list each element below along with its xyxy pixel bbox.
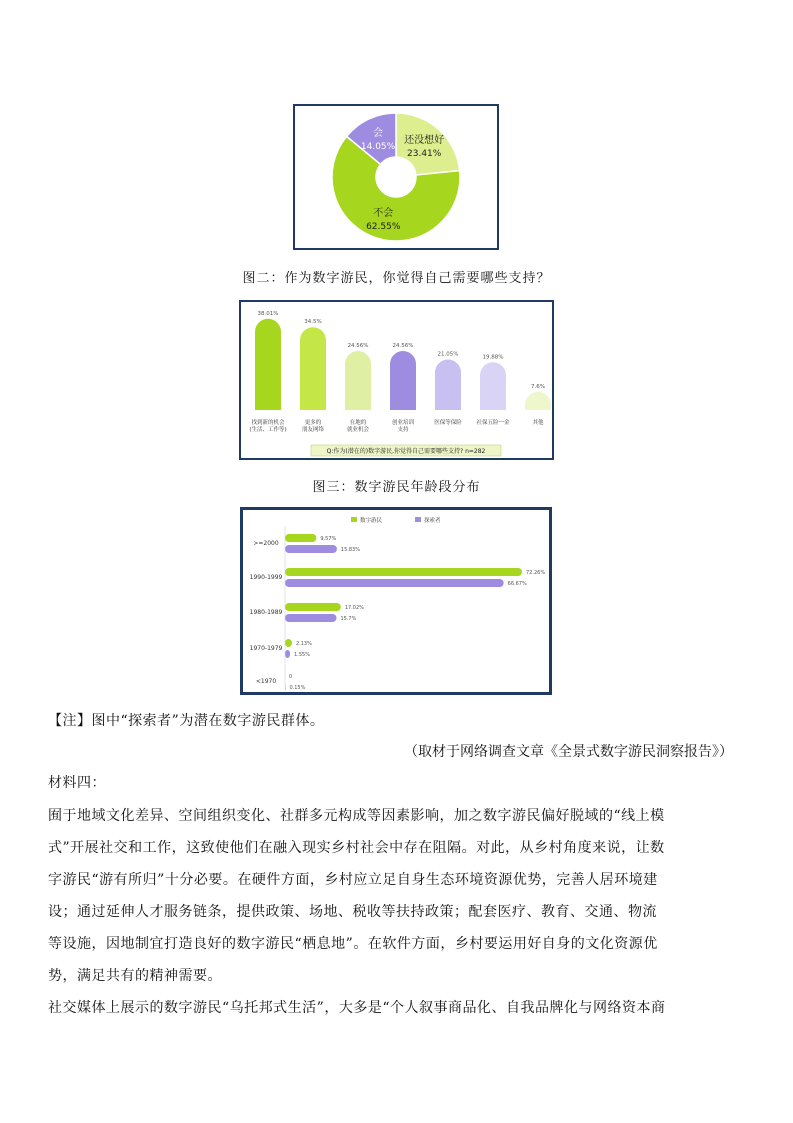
- category-label: 医保等保险: [434, 420, 462, 426]
- bar: [480, 362, 506, 410]
- pie-chart-frame: [293, 104, 499, 250]
- category-label: 其他: [532, 420, 544, 426]
- bar-value-label: 38.01%: [257, 310, 279, 317]
- age-bar-value: 17.02%: [344, 605, 364, 611]
- legend-label: 数字游民: [360, 518, 383, 524]
- age-bar-value: 15.83%: [340, 547, 361, 553]
- age-bar: [285, 650, 290, 658]
- age-bar-value: 9.57%: [320, 536, 337, 542]
- age-bar: [285, 603, 341, 611]
- bar-value-label: 7.6%: [531, 383, 545, 390]
- category-label: 创业培训: [391, 420, 415, 426]
- bar: [525, 392, 551, 410]
- slice-label: 不会: [373, 208, 394, 220]
- age-bar-value: 1.55%: [294, 652, 310, 658]
- age-bar-chart: [243, 510, 549, 692]
- age-bar-value: 0.15%: [289, 685, 306, 691]
- bar-value-label: 19.88%: [482, 354, 504, 361]
- legend-swatch: [415, 517, 421, 522]
- age-bar: [285, 534, 316, 542]
- bar: [255, 319, 281, 410]
- donut-chart: [295, 106, 497, 248]
- paragraph-line: 等设施，因地制宜打造良好的数字游民“栖息地”。在软件方面，乡村要运用好自身的文化资源优: [48, 936, 658, 952]
- category-label: 在地的: [349, 420, 367, 426]
- category-label: 就业机会: [346, 427, 370, 433]
- age-category-label: <1970: [255, 678, 277, 685]
- bar: [390, 351, 416, 410]
- age-bar: [285, 568, 522, 576]
- category-label: 找到新的机会: [251, 420, 285, 426]
- paragraph-line: 式”开展社交和工作，这致使他们在融入现实乡村社会中存在阻隔。对此，从乡村角度来说，让数: [48, 840, 665, 856]
- figure3-caption: 图三：数字游民年龄段分布: [312, 480, 481, 495]
- age-bar: [285, 579, 504, 587]
- paragraph-line: 设；通过延伸人才服务链条，提供政策、场地、税收等扶持政策；配套医疗、教育、交通、物流: [48, 904, 657, 920]
- paragraph-2: 社交媒体上展示的数字游民“乌托邦式生活”，大多是“个人叙事商品化、自我品牌化与网络资本商: [48, 1000, 666, 1016]
- age-bar-value: 0: [289, 674, 293, 680]
- bar-value-label: 24.56%: [347, 343, 369, 350]
- category-label: (生活、工作等): [249, 427, 287, 433]
- slice-label: 会: [373, 128, 384, 140]
- age-bar: [285, 545, 337, 553]
- paragraph-line: 囿于地域文化差异、空间组织变化、社群多元构成等因素影响，加之数字游民偏好脱域的“线上模: [48, 808, 665, 824]
- source-text: （取材于网络调查文章《全景式数字游民洞察报告》）: [404, 744, 733, 760]
- slice-value: 62.55%: [366, 222, 401, 233]
- category-label: 更多的: [304, 420, 322, 426]
- age-bar-value: 72.26%: [526, 570, 546, 576]
- age-category-label: 1970-1979: [249, 645, 283, 652]
- bar-value-label: 21.05%: [437, 351, 459, 358]
- age-bar-value: 15.7%: [340, 616, 357, 622]
- paragraph-line: 势，满足共有的精神需要。: [48, 968, 222, 984]
- age-category-label: 1990-1999: [249, 574, 283, 581]
- slice-label: 还没想好: [404, 134, 445, 146]
- age-bar: [285, 639, 292, 647]
- age-bar-value: 2.13%: [295, 641, 312, 647]
- bar: [300, 327, 326, 410]
- bar-chart-frame: [239, 300, 554, 460]
- age-chart-frame: [240, 507, 552, 695]
- category-label: 社保五险一金: [476, 420, 510, 426]
- bar: [345, 351, 371, 410]
- bar-value-label: 24.56%: [392, 343, 414, 350]
- legend-swatch: [351, 517, 357, 522]
- slice-value: 14.05%: [360, 142, 396, 153]
- slice-value: 23.41%: [407, 148, 442, 159]
- paragraph-line: 字游民“游有所归”十分必要。在硬件方面，乡村应立足自身生态环境资源优势，完善人居环境建: [48, 872, 658, 888]
- age-bar: [285, 614, 336, 622]
- section-heading: 材料四：: [48, 775, 106, 791]
- bar-value-label: 34.5%: [304, 319, 322, 326]
- age-category-label: 1980-1989: [249, 609, 283, 616]
- figure2-caption: 图二：作为数字游民，你觉得自己需要哪些支持？: [242, 271, 551, 286]
- footer-question: Q:作为(潜在的)数字游民,你觉得自己需要哪些支持? n=282: [326, 448, 486, 455]
- support-bar-chart: [241, 302, 552, 458]
- age-bar-value: 66.67%: [507, 581, 527, 587]
- age-category-label: >=2000: [253, 540, 279, 547]
- legend-label: 探索者: [424, 518, 441, 524]
- category-label: 支持: [397, 427, 409, 433]
- note-text: 【注】图中“探索者”为潜在数字游民群体。: [48, 713, 325, 729]
- category-label: 朋友网络: [301, 427, 325, 433]
- bar: [435, 359, 461, 410]
